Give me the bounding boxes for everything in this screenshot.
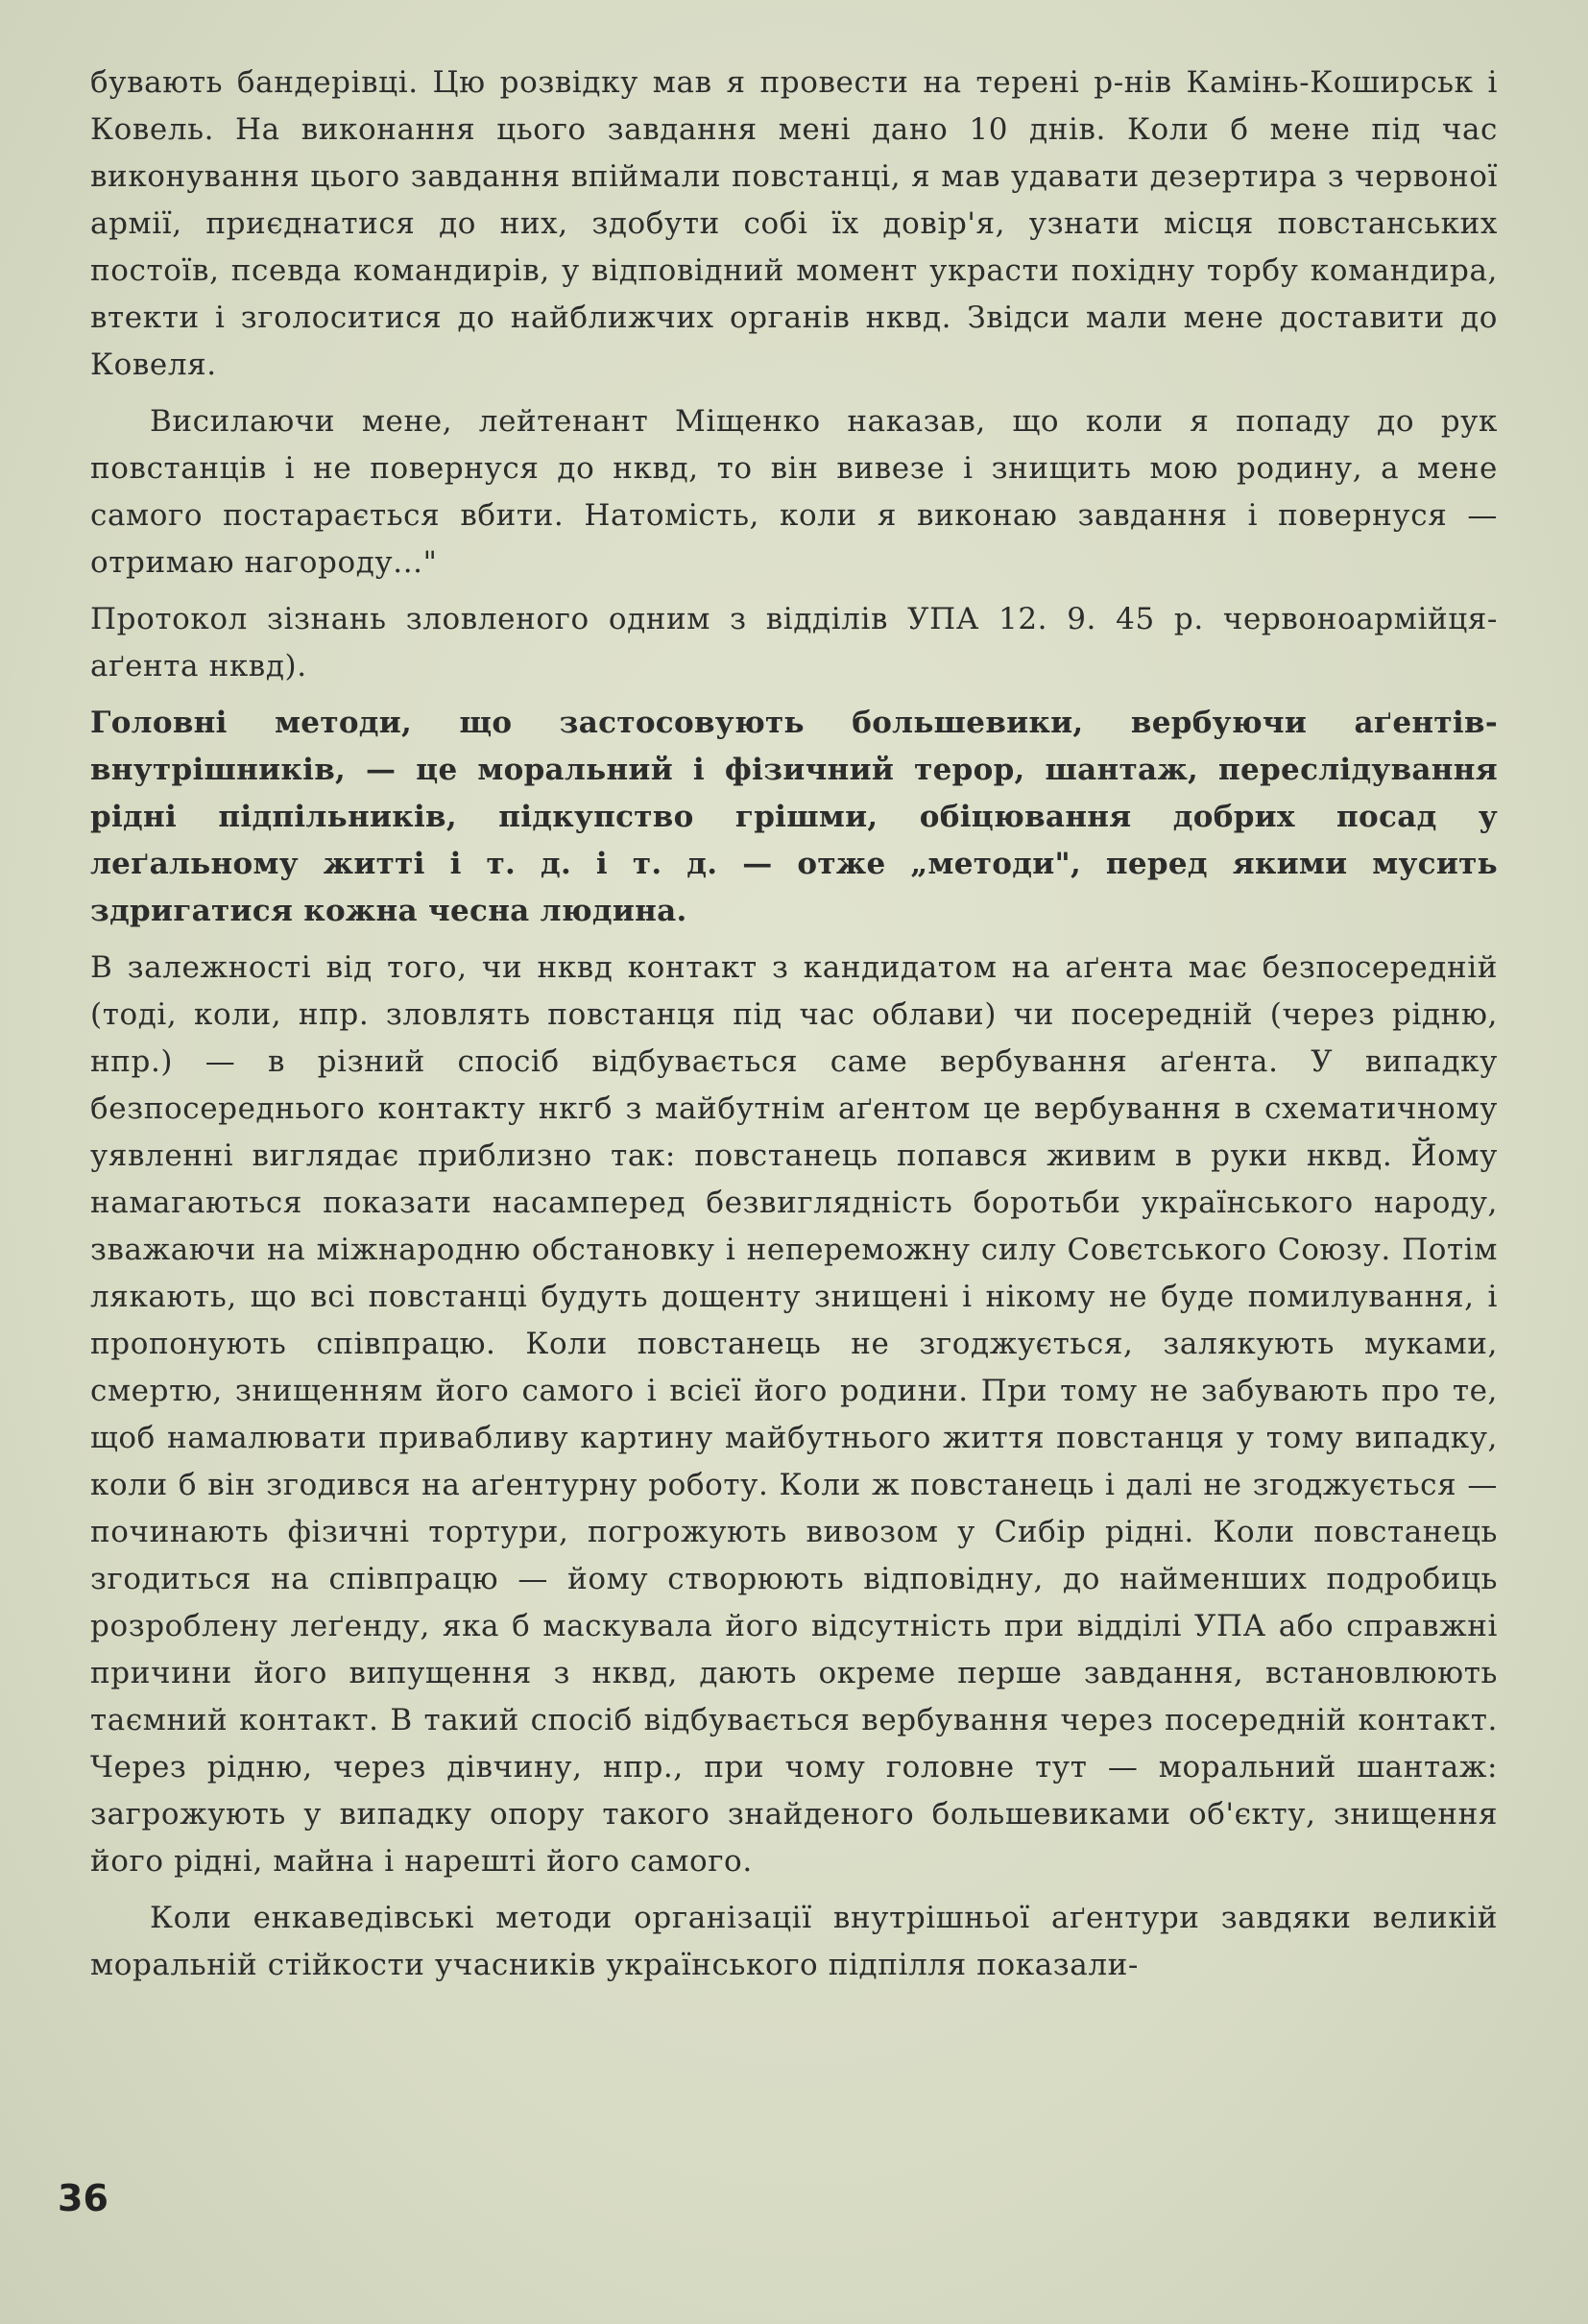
paragraph-5: В залежності від того, чи нквд контакт з кандидатом на аґента має безпосередній (тоді, коли, нпр. зловлять повстанця під час облави) чи посередній (через рідню, нпр.) — в різний спосіб відбувається саме вербування аґента. У випадку безпосереднього контакту нкгб з майбутнім аґентом це вербування в схематичному уявленні виглядає приблизно так: повстанець попався живим в руки нквд. Йому намагаються показати насамперед безвиглядність боротьби українського народу, зважаючи на міжнародню обстановку і непереможну силу Совєтського Союзу. Потім лякають, що всі повстанці будуть дощенту знищені і нікому не буде помилування, і пропонують співпрацю. Коли повстанець не згоджується, залякують муками, смертю, знищенням його самого і всієї його родини. При тому не забувають про те, щоб намалювати привабливу картину майбутнього життя повстанця у тому випадку, коли б він згодився на аґентурну роботу. Коли ж повстанець і далі не згоджується — починають фізичні тортури, погрожують вивозом у Сибір рідні. Коли повстанець згодиться на співпрацю — йому створюють відповідну, до найменших подробиць розроблену леґенду, яка б маскувала його відсутність при відділі УПА або справжні причини його випущення з нквд, дають окреме перше завдання, встановлюють таємний контакт. В такий спосіб відбувається вербування через посередній контакт. Через рідню, через дівчину, нпр., при чому головне тут — моральний шантаж: загрожують у випадку опору такого знайденого большевиками об'єкту, знищення його рідні, майна і нарешті його самого. xyxy=(90,950,1498,1879)
body-text xyxy=(90,60,1498,1999)
paragraph-6: Коли енкаведівські методи організації внутрішньої аґентури завдяки великій моральній стійкости учасників українського підпілля показали- xyxy=(90,1901,1498,1982)
paragraph-2: Висилаючи мене, лейтенант Міщенко наказав, що коли я попаду до рук повстанців і не повернуся до нквд, то він вивезе і знищить мою родину, а мене самого постарається вбити. Натомість, коли я виконаю завдання і повернуся — отримаю нагороду..." xyxy=(90,404,1498,580)
page-number: 36 xyxy=(58,2177,108,2219)
paragraph-1: бувають бандерівці. Цю розвідку мав я провести на терені р-нів Камінь-Коширськ і Ковель. На виконання цього завдання мені дано 10 днів. Коли б мене під час виконування цього завдання впіймали повстанці, я мав удавати дезертира з червоної армії, приєднатися до них, здобути собі їх довір'я, узнати місця повстанських постоїв, псевда командирів, у відповідний момент украсти похідну торбу командира, втекти і зголоситися до найближчих органів нквд. Звідси мали мене доставити до Ковеля. xyxy=(90,65,1498,382)
paragraph-4-bold: Головні методи, що застосовують большевики, вербуючи аґентів-внутрішників, — це моральний і фізичний терор, шантаж, переслідування рідні підпільників, підкупство грішми, обіцювання добрих посад у леґальному житті і т. д. і т. д. — отже „методи", перед якими мусить здригатися кожна чесна людина. xyxy=(90,706,1498,928)
paragraph-3: Протокол зізнань зловленого одним з відділів УПА 12. 9. 45 р. червоноармійця-аґента нквд). xyxy=(90,602,1498,683)
